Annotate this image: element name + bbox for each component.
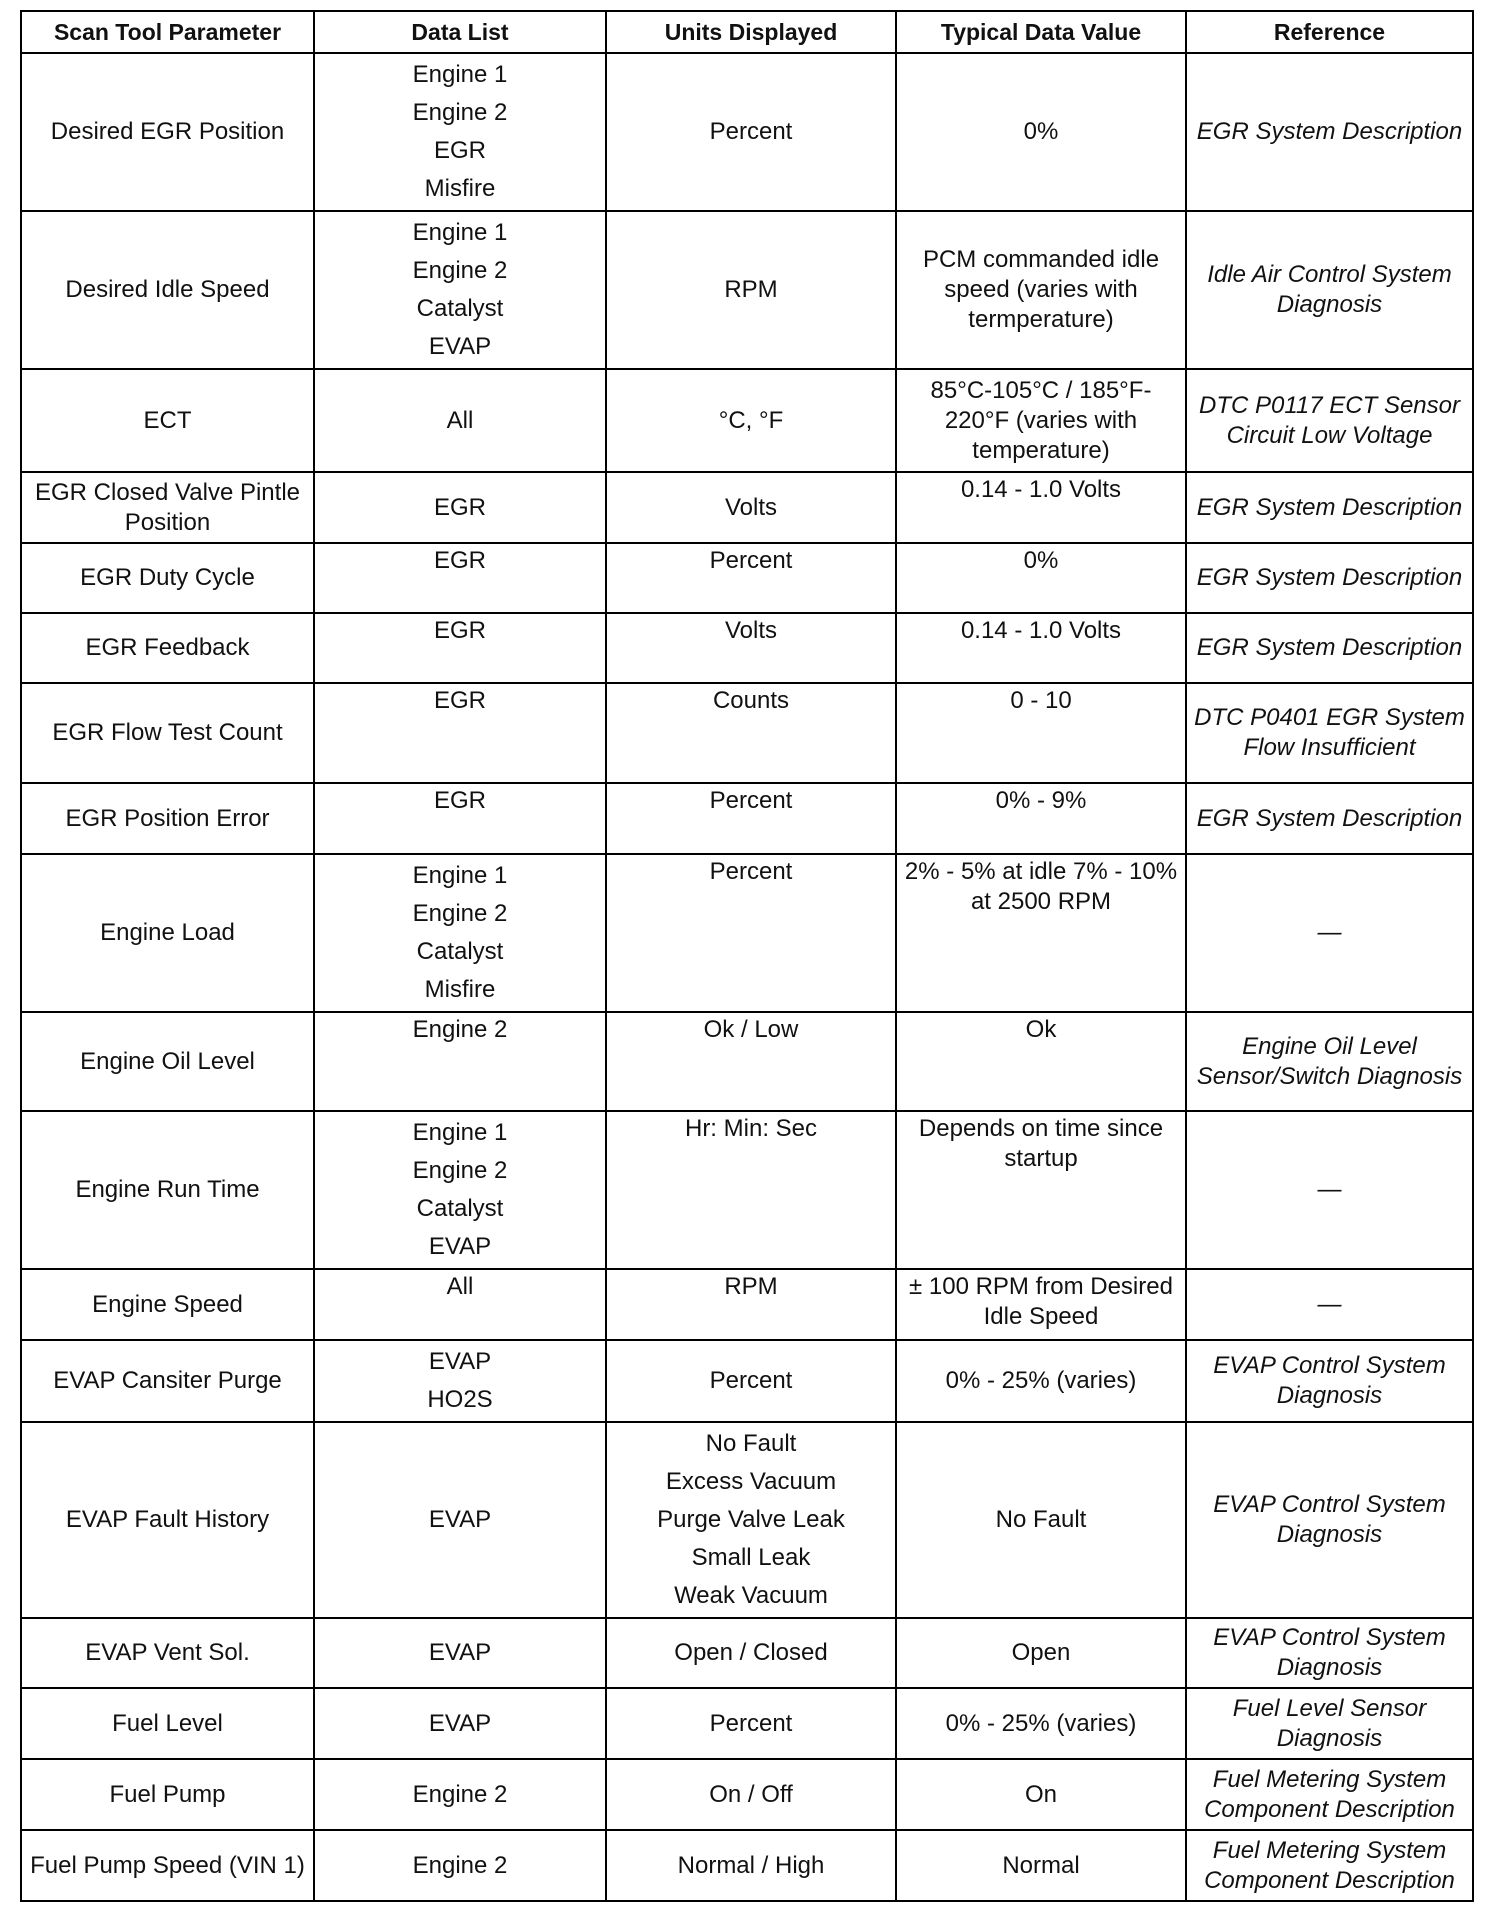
cell-scan-tool-parameter: Engine Load bbox=[21, 854, 314, 1012]
data-list-entry: Engine 2 bbox=[412, 1780, 508, 1808]
scan-tool-data-table bbox=[20, 10, 1474, 1902]
data-list-entry: EGR bbox=[433, 137, 486, 164]
data-list-entry: EGR bbox=[433, 547, 486, 574]
units-entry: Hr: Min: Sec bbox=[684, 1115, 818, 1142]
cell-reference: EGR System Description bbox=[1186, 783, 1473, 854]
data-list-entry: Engine 1 bbox=[412, 862, 508, 889]
table-body bbox=[21, 53, 1473, 1901]
cell-data-list bbox=[314, 1340, 606, 1422]
cell-data-list bbox=[314, 783, 606, 854]
cell-units-displayed bbox=[606, 1269, 896, 1340]
cell-typical-data-value: 0 - 10 bbox=[896, 683, 1186, 783]
units-entry: Percent bbox=[709, 1709, 793, 1737]
header-reference: Reference bbox=[1186, 11, 1473, 53]
data-list-entry: EGR bbox=[433, 687, 486, 714]
table-row bbox=[21, 543, 1473, 613]
cell-scan-tool-parameter: EVAP Vent Sol. bbox=[21, 1618, 314, 1688]
cell-typical-data-value: 85°C-105°C / 185°F-220°F (varies with temperature) bbox=[896, 369, 1186, 472]
header-typical-data-value: Typical Data Value bbox=[896, 11, 1186, 53]
cell-reference: — bbox=[1186, 1269, 1473, 1340]
cell-scan-tool-parameter: ECT bbox=[21, 369, 314, 472]
data-list-entry: EVAP bbox=[428, 333, 492, 360]
cell-typical-data-value: Normal bbox=[896, 1830, 1186, 1901]
data-list-entry: HO2S bbox=[427, 1386, 493, 1413]
cell-typical-data-value: PCM commanded idle speed (varies with termperature) bbox=[896, 211, 1186, 369]
cell-scan-tool-parameter: Engine Run Time bbox=[21, 1111, 314, 1269]
units-entry: Small Leak bbox=[691, 1544, 811, 1571]
cell-typical-data-value: 2% - 5% at idle 7% - 10% at 2500 RPM bbox=[896, 854, 1186, 1012]
cell-data-list bbox=[314, 369, 606, 472]
cell-scan-tool-parameter: EGR Duty Cycle bbox=[21, 543, 314, 613]
cell-reference: EGR System Description bbox=[1186, 613, 1473, 683]
data-list-entry: Engine 2 bbox=[412, 1157, 508, 1184]
table-row bbox=[21, 1422, 1473, 1618]
data-list-entry: EGR bbox=[433, 617, 486, 644]
data-list-entry: EGR bbox=[433, 493, 486, 521]
table-row bbox=[21, 1340, 1473, 1422]
units-entry: RPM bbox=[724, 276, 778, 303]
table-row bbox=[21, 1759, 1473, 1830]
cell-scan-tool-parameter: Desired EGR Position bbox=[21, 53, 314, 211]
cell-data-list bbox=[314, 683, 606, 783]
table-row bbox=[21, 1830, 1473, 1901]
units-entry: Volts bbox=[724, 493, 778, 521]
cell-data-list bbox=[314, 211, 606, 369]
data-list-entry: Engine 1 bbox=[412, 61, 508, 88]
data-list-entry: Engine 1 bbox=[412, 1119, 508, 1146]
cell-scan-tool-parameter: Fuel Pump Speed (VIN 1) bbox=[21, 1830, 314, 1901]
data-list-entry: Misfire bbox=[424, 175, 496, 202]
units-entry: Counts bbox=[712, 687, 790, 714]
units-entry: RPM bbox=[724, 1273, 778, 1300]
cell-typical-data-value: 0% bbox=[896, 543, 1186, 613]
cell-typical-data-value: Depends on time since startup bbox=[896, 1111, 1186, 1269]
units-entry: Open / Closed bbox=[674, 1639, 828, 1666]
cell-typical-data-value: ± 100 RPM from Desired Idle Speed bbox=[896, 1269, 1186, 1340]
cell-scan-tool-parameter: Fuel Pump bbox=[21, 1759, 314, 1830]
cell-typical-data-value: 0% - 25% (varies) bbox=[896, 1340, 1186, 1422]
data-list-entry: All bbox=[446, 406, 474, 434]
table-row bbox=[21, 613, 1473, 683]
units-entry: On / Off bbox=[709, 1780, 793, 1808]
cell-scan-tool-parameter: EVAP Cansiter Purge bbox=[21, 1340, 314, 1422]
data-list-entry: EVAP bbox=[428, 1348, 492, 1375]
data-list-entry: Catalyst bbox=[416, 1195, 504, 1222]
cell-data-list bbox=[314, 1422, 606, 1618]
cell-data-list bbox=[314, 543, 606, 613]
table-row bbox=[21, 783, 1473, 854]
table-row bbox=[21, 1618, 1473, 1688]
units-entry: Percent bbox=[709, 118, 793, 145]
data-list-entry: EVAP bbox=[428, 1639, 492, 1666]
cell-typical-data-value: 0.14 - 1.0 Volts bbox=[896, 472, 1186, 543]
table-row bbox=[21, 1012, 1473, 1111]
cell-scan-tool-parameter: EGR Closed Valve Pintle Position bbox=[21, 472, 314, 543]
cell-scan-tool-parameter: Engine Oil Level bbox=[21, 1012, 314, 1111]
data-list-entry: Catalyst bbox=[416, 295, 504, 322]
cell-typical-data-value: 0% - 9% bbox=[896, 783, 1186, 854]
data-list-entry: Engine 1 bbox=[412, 219, 508, 246]
cell-units-displayed bbox=[606, 1340, 896, 1422]
units-entry: No Fault bbox=[705, 1430, 797, 1457]
data-list-entry: EVAP bbox=[428, 1709, 492, 1737]
table-row bbox=[21, 1688, 1473, 1759]
cell-typical-data-value: On bbox=[896, 1759, 1186, 1830]
data-list-entry: All bbox=[446, 1273, 474, 1300]
cell-data-list bbox=[314, 613, 606, 683]
cell-typical-data-value: 0% bbox=[896, 53, 1186, 211]
units-entry: Percent bbox=[709, 787, 793, 814]
cell-data-list bbox=[314, 1830, 606, 1901]
data-list-entry: EGR bbox=[433, 787, 486, 814]
cell-units-displayed bbox=[606, 854, 896, 1012]
cell-units-displayed bbox=[606, 1111, 896, 1269]
header-data-list: Data List bbox=[314, 11, 606, 53]
cell-reference: EVAP Control System Diagnosis bbox=[1186, 1422, 1473, 1618]
cell-typical-data-value: No Fault bbox=[896, 1422, 1186, 1618]
cell-units-displayed bbox=[606, 211, 896, 369]
cell-units-displayed bbox=[606, 1012, 896, 1111]
cell-units-displayed bbox=[606, 543, 896, 613]
table-row bbox=[21, 472, 1473, 543]
cell-units-displayed bbox=[606, 783, 896, 854]
units-entry: Normal / High bbox=[677, 1851, 825, 1879]
cell-reference: Engine Oil Level Sensor/Switch Diagnosis bbox=[1186, 1012, 1473, 1111]
cell-data-list bbox=[314, 1618, 606, 1688]
cell-reference: EGR System Description bbox=[1186, 53, 1473, 211]
table-row bbox=[21, 53, 1473, 211]
table-row bbox=[21, 369, 1473, 472]
cell-scan-tool-parameter: EGR Position Error bbox=[21, 783, 314, 854]
cell-scan-tool-parameter: Engine Speed bbox=[21, 1269, 314, 1340]
cell-data-list bbox=[314, 1111, 606, 1269]
table-row bbox=[21, 1111, 1473, 1269]
cell-units-displayed bbox=[606, 1759, 896, 1830]
header-scan-tool-parameter: Scan Tool Parameter bbox=[21, 11, 314, 53]
cell-data-list bbox=[314, 1012, 606, 1111]
cell-reference: — bbox=[1186, 1111, 1473, 1269]
cell-units-displayed bbox=[606, 1830, 896, 1901]
cell-units-displayed bbox=[606, 1618, 896, 1688]
data-list-entry: Engine 2 bbox=[412, 99, 508, 126]
cell-data-list bbox=[314, 854, 606, 1012]
cell-reference: EVAP Control System Diagnosis bbox=[1186, 1340, 1473, 1422]
header-units-displayed: Units Displayed bbox=[606, 11, 896, 53]
cell-reference: Fuel Level Sensor Diagnosis bbox=[1186, 1688, 1473, 1759]
data-list-entry: Engine 2 bbox=[412, 257, 508, 284]
data-list-entry: Engine 2 bbox=[412, 1851, 508, 1879]
cell-scan-tool-parameter: Desired Idle Speed bbox=[21, 211, 314, 369]
units-entry: Percent bbox=[709, 1367, 793, 1394]
cell-data-list bbox=[314, 1759, 606, 1830]
data-list-entry: EVAP bbox=[428, 1233, 492, 1260]
units-entry: Excess Vacuum bbox=[665, 1468, 837, 1495]
units-entry: Purge Valve Leak bbox=[657, 1506, 845, 1533]
units-entry: Percent bbox=[709, 858, 793, 885]
units-entry: Ok / Low bbox=[703, 1016, 799, 1043]
cell-typical-data-value: Open bbox=[896, 1618, 1186, 1688]
data-list-entry: Misfire bbox=[424, 976, 496, 1003]
cell-reference: Idle Air Control System Diagnosis bbox=[1186, 211, 1473, 369]
data-list-entry: Catalyst bbox=[416, 938, 504, 965]
cell-reference: DTC P0401 EGR System Flow Insufficient bbox=[1186, 683, 1473, 783]
cell-typical-data-value: 0.14 - 1.0 Volts bbox=[896, 613, 1186, 683]
cell-units-displayed bbox=[606, 1422, 896, 1618]
cell-reference: EGR System Description bbox=[1186, 472, 1473, 543]
units-entry: Volts bbox=[724, 617, 778, 644]
cell-data-list bbox=[314, 53, 606, 211]
cell-data-list bbox=[314, 1688, 606, 1759]
data-list-entry: EVAP bbox=[428, 1506, 492, 1533]
data-list-entry: Engine 2 bbox=[412, 900, 508, 927]
cell-data-list bbox=[314, 472, 606, 543]
cell-reference: EVAP Control System Diagnosis bbox=[1186, 1618, 1473, 1688]
data-list-entry: Engine 2 bbox=[412, 1016, 508, 1043]
cell-units-displayed bbox=[606, 613, 896, 683]
table-row bbox=[21, 854, 1473, 1012]
cell-typical-data-value: Ok bbox=[896, 1012, 1186, 1111]
table-row bbox=[21, 683, 1473, 783]
cell-reference: Fuel Metering System Component Description bbox=[1186, 1830, 1473, 1901]
cell-scan-tool-parameter: EGR Flow Test Count bbox=[21, 683, 314, 783]
units-entry: Weak Vacuum bbox=[674, 1582, 828, 1609]
table-row bbox=[21, 211, 1473, 369]
cell-scan-tool-parameter: EGR Feedback bbox=[21, 613, 314, 683]
cell-reference: DTC P0117 ECT Sensor Circuit Low Voltage bbox=[1186, 369, 1473, 472]
cell-units-displayed bbox=[606, 1688, 896, 1759]
scan-tool-table-container bbox=[20, 10, 1472, 1902]
cell-units-displayed bbox=[606, 369, 896, 472]
units-entry: °C, °F bbox=[718, 406, 784, 434]
cell-data-list bbox=[314, 1269, 606, 1340]
units-entry: Percent bbox=[709, 547, 793, 574]
cell-units-displayed bbox=[606, 683, 896, 783]
table-row bbox=[21, 1269, 1473, 1340]
header-row bbox=[21, 11, 1473, 53]
cell-units-displayed bbox=[606, 472, 896, 543]
cell-reference: EGR System Description bbox=[1186, 543, 1473, 613]
cell-scan-tool-parameter: Fuel Level bbox=[21, 1688, 314, 1759]
cell-typical-data-value: 0% - 25% (varies) bbox=[896, 1688, 1186, 1759]
cell-reference: Fuel Metering System Component Description bbox=[1186, 1759, 1473, 1830]
cell-units-displayed bbox=[606, 53, 896, 211]
cell-reference: — bbox=[1186, 854, 1473, 1012]
cell-scan-tool-parameter: EVAP Fault History bbox=[21, 1422, 314, 1618]
